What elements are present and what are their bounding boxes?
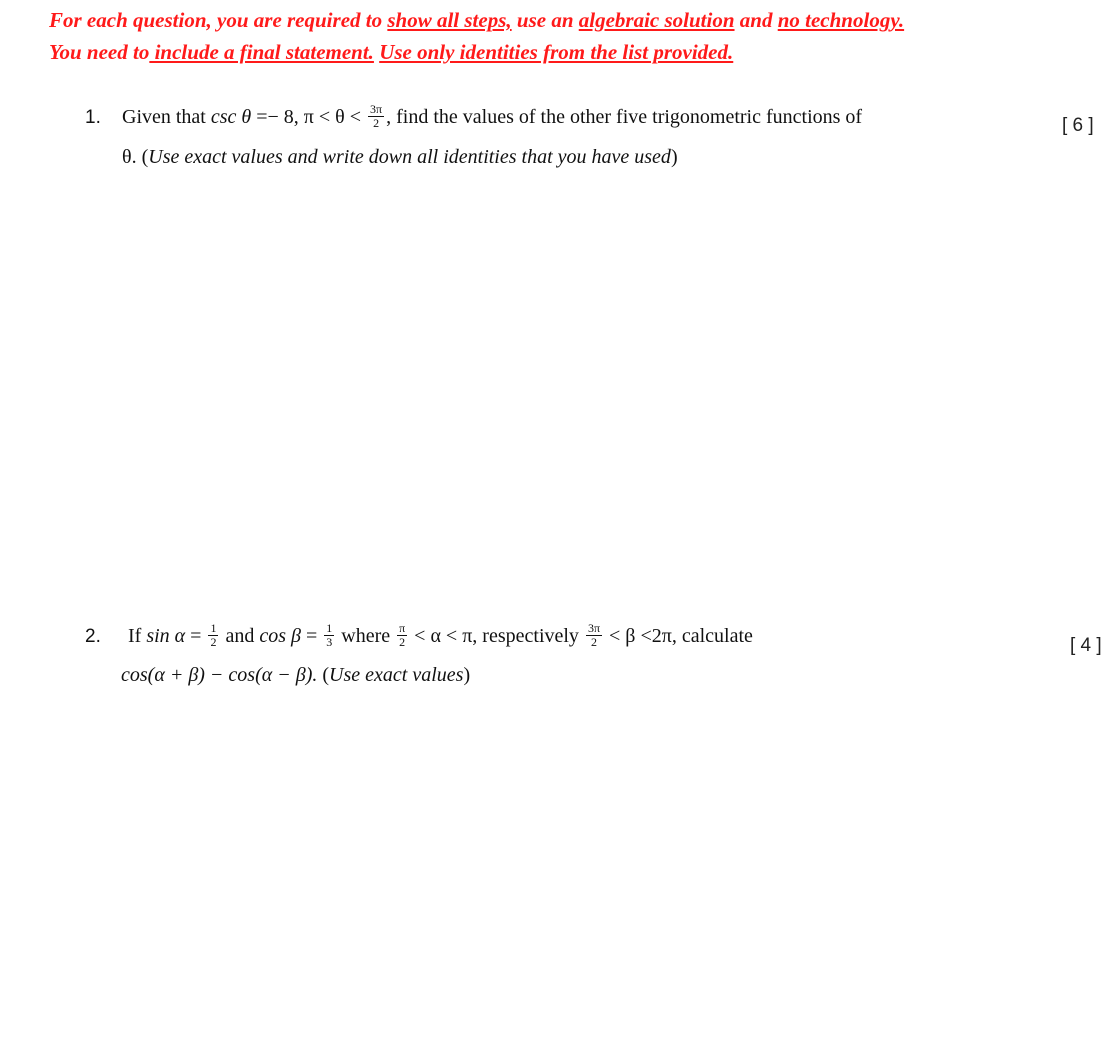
fraction-3pi-over-2 — [368, 103, 384, 130]
question-2-text: Use exact values — [329, 664, 464, 686]
instruction-text: You need to — [49, 40, 150, 64]
instruction-underlined: no technology. — [777, 8, 905, 32]
fraction-denominator: 2 — [590, 634, 597, 649]
question-2-text: ) — [463, 664, 471, 686]
instructions — [49, 4, 904, 68]
question-2-text: where — [336, 625, 396, 647]
question-1-text: θ. ( — [122, 146, 149, 168]
instruction-text: For each question, you are required to — [49, 8, 388, 32]
fraction-denominator: 2 — [373, 115, 380, 130]
question-2-line-2 — [121, 655, 470, 695]
instructions-line-1 — [49, 4, 904, 36]
question-1-marks: [ 6 ] — [1062, 115, 1094, 136]
instruction-underlined: include a final statement. — [149, 40, 374, 64]
fraction-numerator: 3π — [587, 620, 600, 635]
fraction-numerator: 1 — [326, 620, 333, 635]
fraction-1-over-3 — [324, 622, 334, 649]
question-2-number: 2. — [85, 626, 101, 647]
instruction-text: use an — [511, 8, 579, 32]
question-2-text: and — [220, 625, 260, 647]
question-1-line-1 — [85, 97, 862, 138]
instructions-line-2 — [49, 36, 904, 68]
question-1-text: csc θ — [210, 106, 252, 128]
instruction-underlined: show all steps, — [387, 8, 512, 32]
question-2-text: sin α — [146, 625, 186, 647]
fraction-numerator: 3π — [370, 101, 383, 116]
question-2-text: < α < π, respectively — [409, 625, 584, 647]
question-1-text: ) — [670, 146, 678, 168]
fraction-numerator: 1 — [210, 620, 217, 635]
question-2-text: = — [300, 625, 323, 647]
question-2-text: cos β — [259, 625, 301, 647]
question-1-line-2 — [122, 137, 678, 177]
fraction-pi-over-2 — [397, 622, 407, 649]
question-1-number: 1. — [85, 107, 101, 128]
question-2-text: < β <2π, calculate — [604, 625, 753, 647]
question-2-text: ( — [317, 664, 330, 686]
question-2-expression: cos(α + β) − cos(α − β). — [121, 664, 318, 686]
question-2-marks: [ 4 ] — [1070, 635, 1102, 656]
question-2-text: If — [128, 625, 147, 647]
question-2-line-1 — [85, 616, 753, 657]
fraction-3pi-over-2 — [586, 622, 602, 649]
fraction-1-over-2 — [208, 622, 218, 649]
question-1-text: Use exact values and write down all identities that you have used — [148, 146, 671, 168]
instruction-underlined: Use only identities from the list provided. — [379, 40, 734, 64]
question-2-text: = — [185, 625, 207, 647]
question-1-text: =− 8, π < θ < — [251, 106, 367, 128]
instruction-text: and — [734, 8, 778, 32]
fraction-denominator: 3 — [326, 634, 333, 649]
fraction-denominator: 2 — [399, 634, 406, 649]
question-1-text: Given that — [122, 106, 211, 128]
question-1-text: , find the values of the other five trigonometric functions of — [386, 106, 863, 128]
instruction-underlined: algebraic solution — [578, 8, 735, 32]
fraction-denominator: 2 — [210, 634, 217, 649]
fraction-numerator: π — [399, 620, 406, 635]
